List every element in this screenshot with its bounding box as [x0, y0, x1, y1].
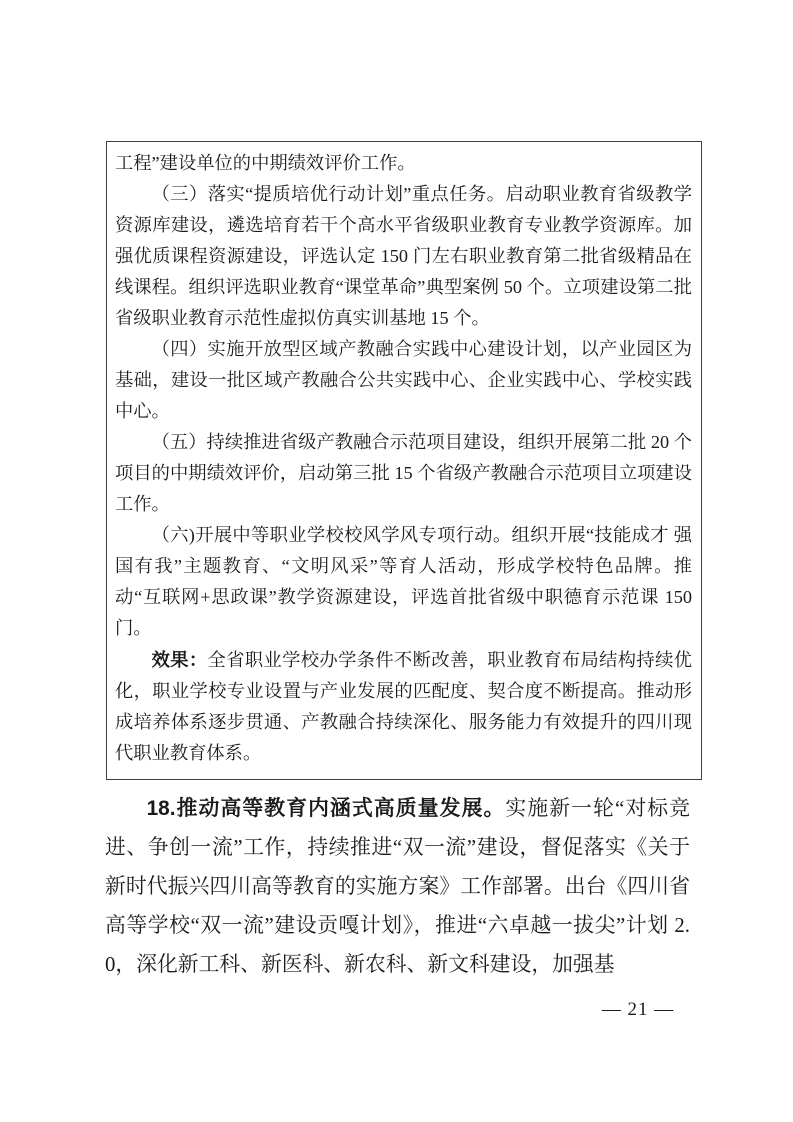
box-paragraph-item-3: （三）落实“提质培优行动计划”重点任务。启动职业教育省级教学资源库建设，遴选培育若干个高水平省级职业教育专业教学资源库。加强优质课程资源建设，评选认定 150 门左右职业教育第二批省级精品在线课程。组织评选职业教育“课堂革命”典型案例 50 个。立项建设第二批省级职业教育示范性虚拟仿真实训基地 15 个。 [115, 184, 692, 328]
item-18-text: 实施新一轮“对标竞进、争创一流”工作，持续推进“双一流”建设，督促落实《关于新时代振兴四川高等教育的实施方案》工作部署。出台《四川省高等学校“双一流”建设贡嘎计划》，推进“六卓越一拔尖”计划 2.0，深化新工科、新医科、新农科、新文科建设，加强基 [105, 797, 690, 976]
box-paragraph-continuation: 工程”建设单位的中期绩效评价工作。 [115, 153, 416, 173]
effect-label: 效果： [151, 649, 208, 670]
item-18-paragraph [105, 789, 690, 984]
box-paragraph-effect [115, 644, 692, 769]
item-18-heading: 18.推动高等教育内涵式高质量发展。 [146, 797, 506, 820]
summary-box [106, 141, 702, 780]
box-paragraph-item-4: （四）实施开放型区域产教融合实践中心建设计划，以产业园区为基础，建设一批区域产教融合公共实践中心、企业实践中心、学校实践中心。 [115, 339, 692, 421]
page-number: — 21 — [601, 999, 675, 1020]
box-paragraph-item-6: （六)开展中等职业学校校风学风专项行动。组织开展“技能成才 强国有我”主题教育、“文明风采”等育人活动，形成学校特色品牌。推动“互联网+思政课”教学资源建设，评选首批省级中职德育示范课 150 门。 [115, 525, 692, 638]
effect-text: 全省职业学校办学条件不断改善，职业教育布局结构持续优化，职业学校专业设置与产业发展的匹配度、契合度不断提高。推动形成培养体系逐步贯通、产教融合持续深化、服务能力有效提升的四川现代职业教育体系。 [115, 650, 693, 763]
box-paragraph-item-5: （五）持续推进省级产教融合示范项目建设，组织开展第二批 20 个项目的中期绩效评价，启动第三批 15 个省级产教融合示范项目立项建设工作。 [115, 432, 692, 514]
